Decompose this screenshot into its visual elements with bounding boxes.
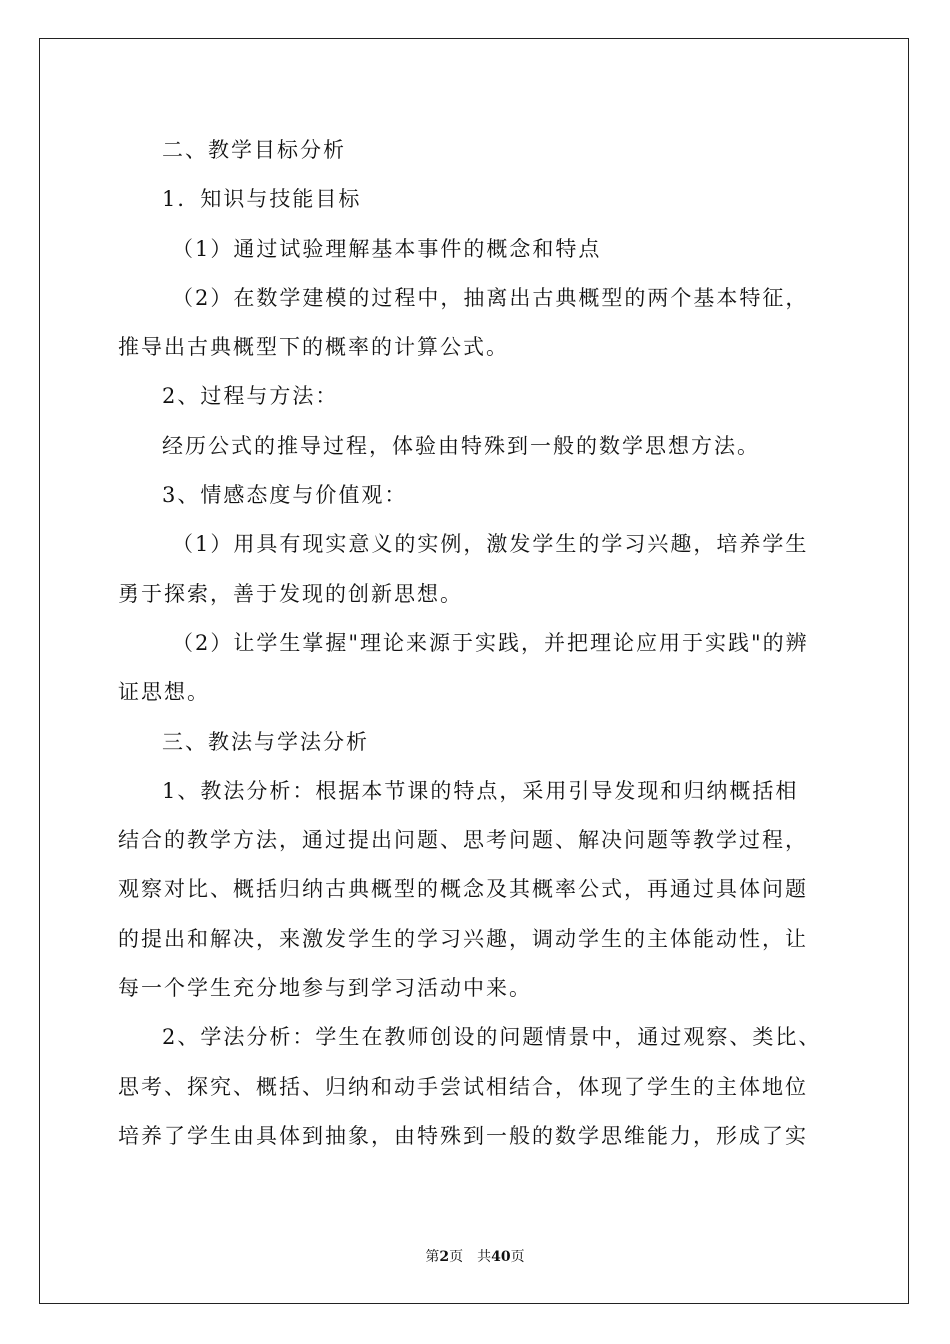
text-line: 1、教法分析：根据本节课的特点，采用引导发现和归纳概括相 xyxy=(162,778,799,803)
text-line: 经历公式的推导过程，体验由特殊到一般的数学思想方法。 xyxy=(162,433,760,458)
text-line: 结合的教学方法，通过提出问题、思考问题、解决问题等教学过程， xyxy=(118,828,808,853)
text-line: 的提出和解决，来激发学生的学习兴趣，调动学生的主体能动性，让 xyxy=(118,926,808,951)
text-line: （2）在数学建模的过程中，抽离出古典概型的两个基本特征， xyxy=(172,285,809,310)
text-line: 2、学法分析：学生在教师创设的问题情景中，通过观察、类比、 xyxy=(162,1025,822,1050)
text-line: 思考、探究、概括、归纳和动手尝试相结合，体现了学生的主体地位 xyxy=(118,1074,808,1099)
text-line: 3、情感态度与价值观： xyxy=(162,483,408,508)
text-line: （1）用具有现实意义的实例，激发学生的学习兴趣，培养学生 xyxy=(172,532,809,557)
footer-total-pages: 40 xyxy=(491,1249,511,1265)
text-line: 1．知识与技能目标 xyxy=(162,187,362,212)
text-line: 培养了学生由具体到抽象，由特殊到一般的数学思维能力，形成了实 xyxy=(118,1123,808,1148)
page-footer xyxy=(0,1246,950,1266)
footer-prefix: 第 xyxy=(425,1249,440,1265)
text-line: 二、教学目标分析 xyxy=(162,138,346,162)
text-line: （2）让学生掌握"理论来源于实践，并把理论应用于实践"的辨 xyxy=(172,630,809,655)
document-body xyxy=(118,126,838,1161)
text-line: 2、过程与方法： xyxy=(162,384,339,409)
text-line: 证思想。 xyxy=(118,680,210,705)
text-line: 推导出古典概型下的概率的计算公式。 xyxy=(118,335,509,360)
text-line: 每一个学生充分地参与到学习活动中来。 xyxy=(118,976,532,1001)
footer-page-number: 2 xyxy=(439,1249,450,1265)
text-line: 三、教法与学法分析 xyxy=(162,729,369,754)
footer-mid: 页 共 xyxy=(449,1249,492,1265)
footer-suffix: 页 xyxy=(510,1249,525,1265)
text-line: 勇于探索，善于发现的创新思想。 xyxy=(118,581,463,606)
text-line: 观察对比、概括归纳古典概型的概念及其概率公式，再通过具体问题 xyxy=(118,877,808,902)
text-line: （1）通过试验理解基本事件的概念和特点 xyxy=(172,236,602,261)
